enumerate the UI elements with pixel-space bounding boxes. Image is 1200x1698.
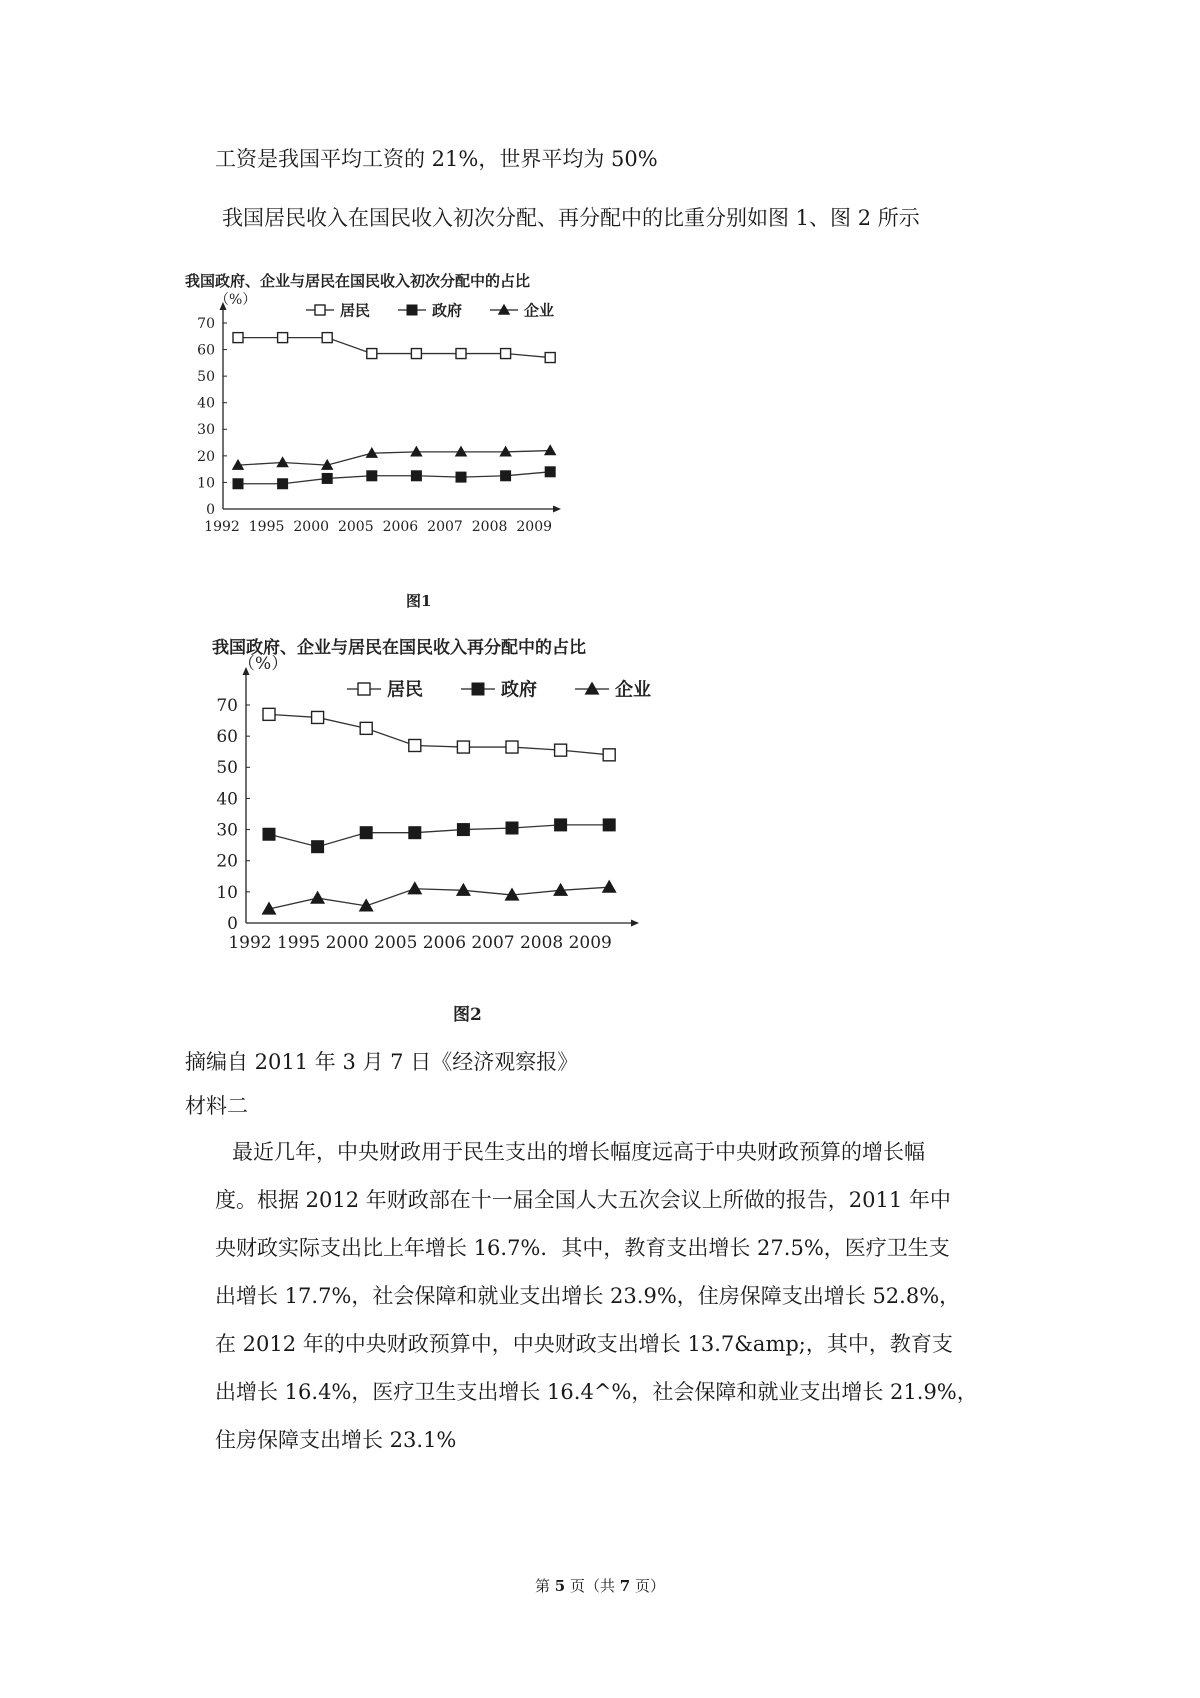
x-tick-label: 2005 <box>337 519 374 535</box>
data-point-1 <box>322 473 332 483</box>
y-tick-label: 40 <box>197 395 215 412</box>
legend-marker-1 <box>407 305 417 315</box>
data-point-0 <box>603 749 615 761</box>
data-point-2 <box>455 446 468 457</box>
footer-total-pages: 7 <box>619 1577 631 1595</box>
paragraph-line-3: 央财政实际支出比上年增长 16.7%．其中，教育支出增长 27.5%，医疗卫生支 <box>215 1236 950 1260</box>
data-point-0 <box>411 349 421 359</box>
legend-label-1: 政府 <box>432 301 463 320</box>
x-tick-label: 2000 <box>325 933 369 953</box>
data-point-2 <box>410 446 423 457</box>
x-tick-label: 2009 <box>516 519 553 535</box>
x-tick-label: 2006 <box>422 933 467 953</box>
data-point-1 <box>409 827 421 839</box>
data-point-0 <box>545 353 555 363</box>
y-axis-unit: （%） <box>238 655 289 674</box>
x-axis-arrow <box>553 506 561 513</box>
data-point-0 <box>278 333 288 343</box>
x-tick-label: 1995 <box>248 519 285 535</box>
text-line-2: 我国居民收入在国民收入初次分配、再分配中的比重分别如图 1、图 2 所示 <box>222 206 920 230</box>
y-tick-label: 30 <box>216 820 238 841</box>
legend-label-2: 企业 <box>615 679 651 701</box>
data-point-1 <box>545 467 555 477</box>
paragraph-line-4: 出增长 17.7%，社会保障和就业支出增长 23.9%，住房保障支出增长 52.8%， <box>215 1284 961 1308</box>
chart1-caption: 图1 <box>406 592 432 610</box>
x-tick-label: 2006 <box>382 519 419 535</box>
data-point-0 <box>367 349 377 359</box>
data-point-1 <box>603 819 615 831</box>
data-point-1 <box>411 471 421 481</box>
y-tick-label: 10 <box>197 475 215 492</box>
y-axis-unit: （%） <box>215 292 257 308</box>
chart2-title: 我国政府、企业与居民在国民收入再分配中的占比 <box>212 638 586 658</box>
y-tick-label: 70 <box>216 695 238 716</box>
data-point-1 <box>367 471 377 481</box>
chart1-title: 我国政府、企业与居民在国民收入初次分配中的占比 <box>185 272 531 290</box>
data-point-0 <box>555 744 567 756</box>
y-tick-label: 10 <box>216 882 238 903</box>
legend-label-1: 政府 <box>501 679 537 701</box>
footer-page-number: 5 <box>554 1577 566 1595</box>
paragraph-line-7: 住房保障支出增长 23.1% <box>215 1428 457 1452</box>
data-point-2 <box>407 881 422 894</box>
y-tick-label: 0 <box>206 501 215 518</box>
x-axis-arrow <box>631 920 639 927</box>
x-tick-label: 2008 <box>471 519 508 535</box>
legend-label-0: 居民 <box>340 301 371 320</box>
y-tick-label: 20 <box>216 851 238 872</box>
y-tick-label: 40 <box>216 789 238 810</box>
x-tick-label: 1995 <box>276 933 321 953</box>
data-point-1 <box>457 824 469 836</box>
data-point-1 <box>501 471 511 481</box>
data-point-1 <box>506 822 518 834</box>
legend-marker-0 <box>315 305 325 315</box>
x-tick-label: 2000 <box>293 519 330 535</box>
x-tick-label: 2007 <box>427 519 463 535</box>
data-point-2 <box>456 883 471 896</box>
data-point-0 <box>263 708 275 720</box>
data-point-2 <box>499 446 512 457</box>
material-2-heading: 材料二 <box>185 1094 248 1118</box>
y-tick-label: 20 <box>197 448 215 465</box>
x-tick-label: 2008 <box>519 933 564 953</box>
y-tick-label: 0 <box>227 913 238 934</box>
x-tick-label: 2005 <box>374 933 418 953</box>
legend-marker-0 <box>358 683 370 695</box>
page-footer <box>0 1575 1200 1596</box>
data-point-1 <box>555 819 567 831</box>
data-point-1 <box>233 479 243 489</box>
data-point-0 <box>312 711 324 723</box>
y-tick-label: 30 <box>197 422 215 439</box>
data-point-0 <box>322 333 332 343</box>
y-tick-label: 50 <box>216 758 238 779</box>
y-tick-label: 60 <box>197 342 215 359</box>
x-tick-label: 1992 <box>204 519 240 535</box>
data-point-0 <box>233 333 243 343</box>
footer-suffix: 页） <box>630 1577 665 1595</box>
y-tick-label: 70 <box>197 315 215 332</box>
data-point-2 <box>366 447 379 458</box>
data-point-2 <box>602 880 617 893</box>
x-tick-label: 2007 <box>471 933 515 953</box>
data-point-0 <box>360 722 372 734</box>
chart2 <box>205 655 715 995</box>
legend-marker-2 <box>585 682 600 695</box>
data-point-1 <box>278 479 288 489</box>
data-point-1 <box>456 472 466 482</box>
text-line-1: 工资是我国平均工资的 21%，世界平均为 50% <box>215 147 658 171</box>
legend-marker-2 <box>498 304 511 315</box>
paragraph-line-6: 出增长 16.4%，医疗卫生支出增长 16.4^%，社会保障和就业支出增长 21.9%， <box>215 1380 978 1404</box>
data-point-1 <box>312 841 324 853</box>
data-point-1 <box>360 827 372 839</box>
legend-label-2: 企业 <box>524 301 555 320</box>
data-point-0 <box>457 741 469 753</box>
data-point-0 <box>506 741 518 753</box>
data-point-0 <box>456 349 466 359</box>
x-tick-label: 2009 <box>568 933 612 953</box>
data-point-0 <box>501 349 511 359</box>
data-point-2 <box>544 444 557 455</box>
chart2-caption: 图2 <box>453 1005 482 1025</box>
chart1 <box>180 290 620 590</box>
footer-middle: 页（共 <box>565 1577 620 1595</box>
data-point-2 <box>276 456 289 467</box>
x-tick-label: 1992 <box>228 933 272 953</box>
y-tick-label: 50 <box>197 369 215 386</box>
footer-prefix: 第 <box>535 1577 555 1595</box>
y-tick-label: 60 <box>216 727 238 748</box>
data-point-2 <box>310 891 325 904</box>
paragraph-line-5: 在 2012 年的中央财政预算中，中央财政支出增长 13.7&amp;，其中，教育支 <box>215 1332 953 1356</box>
legend-label-0: 居民 <box>387 679 423 701</box>
paragraph-line-1: 最近几年，中央财政用于民生支出的增长幅度远高于中央财政预算的增长幅 <box>232 1140 925 1164</box>
data-point-1 <box>263 828 275 840</box>
paragraph-line-2: 度。根据 2012 年财政部在十一届全国人大五次会议上所做的报告，2011 年中 <box>215 1188 951 1212</box>
source-line: 摘编自 2011 年 3 月 7 日《经济观察报》 <box>185 1050 579 1074</box>
data-point-0 <box>409 739 421 751</box>
legend-marker-1 <box>472 683 484 695</box>
